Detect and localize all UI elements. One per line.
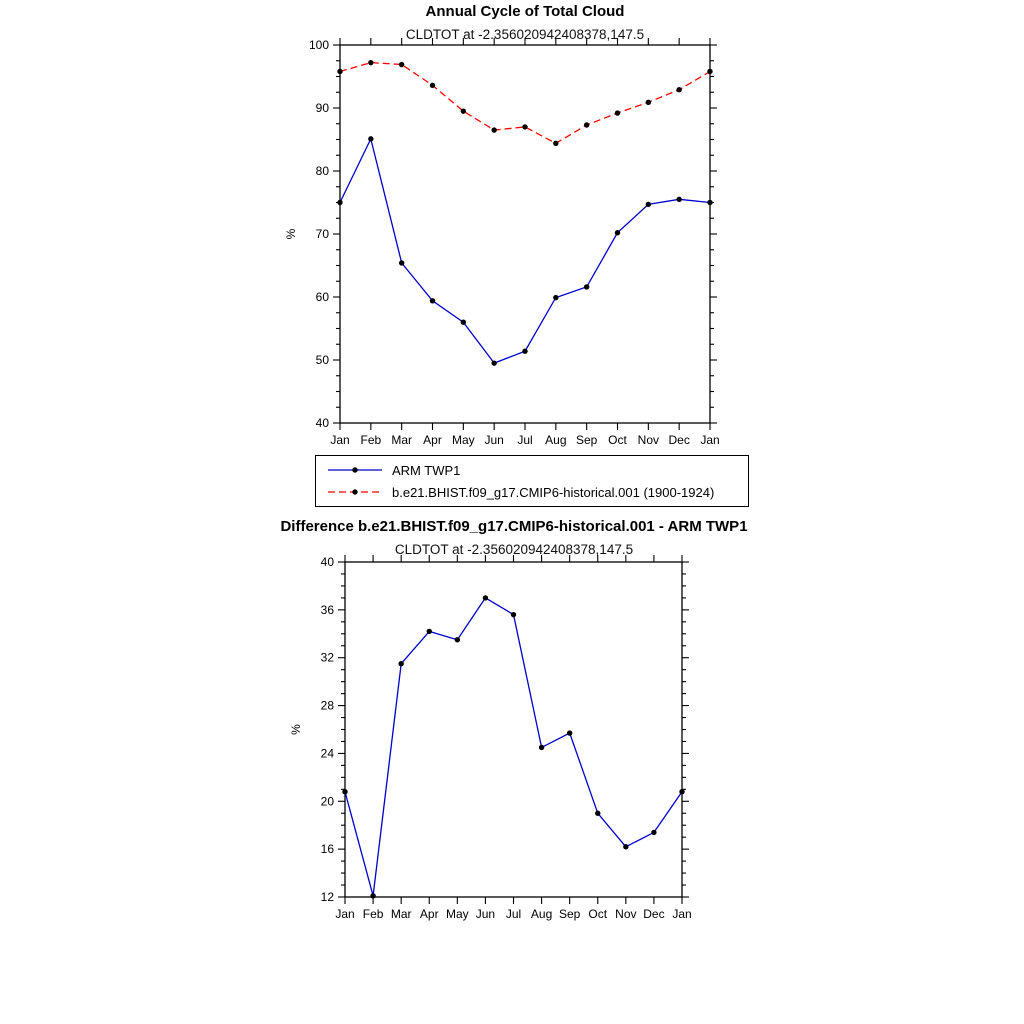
plot-frame [340, 45, 710, 423]
annual-cycle-chart-section [270, 0, 790, 512]
x-axis [335, 555, 691, 921]
data-point [615, 230, 620, 235]
svg-text:Feb: Feb [360, 433, 382, 447]
data-point [595, 811, 600, 816]
svg-text:40: 40 [320, 555, 334, 569]
x-axis [330, 38, 719, 447]
data-point [430, 83, 435, 88]
annual-cycle-plot [270, 0, 790, 450]
y-axis-label: % [284, 228, 298, 240]
svg-text:Dec: Dec [668, 433, 690, 447]
svg-text:Jul: Jul [505, 907, 522, 921]
svg-text:80: 80 [315, 164, 329, 178]
data-point [522, 348, 527, 353]
svg-text:Jul: Jul [517, 433, 533, 447]
svg-text:Dec: Dec [643, 907, 665, 921]
data-point [430, 298, 435, 303]
data-point [707, 69, 712, 74]
svg-text:Jan: Jan [330, 433, 350, 447]
svg-text:Jun: Jun [484, 433, 504, 447]
data-point [651, 830, 656, 835]
data-point [483, 595, 488, 600]
data-point [427, 629, 432, 634]
data-point [623, 844, 628, 849]
data-point [646, 202, 651, 207]
data-point [676, 87, 681, 92]
svg-text:Nov: Nov [637, 433, 660, 447]
data-point [399, 62, 404, 67]
legend-line-sample-solid-blue-icon [326, 462, 384, 478]
svg-text:36: 36 [320, 602, 334, 617]
svg-text:Mar: Mar [390, 907, 412, 921]
data-point [615, 110, 620, 115]
data-point [567, 730, 572, 735]
svg-text:24: 24 [320, 746, 334, 761]
difference-title: Difference b.e21.BHIST.f09_g17.CMIP6-historical.001 - ARM TWP1 [280, 518, 748, 535]
svg-text:12: 12 [320, 890, 334, 904]
legend-line-sample-dashed-red-icon [326, 484, 384, 500]
annual-cycle-title: Annual Cycle of Total Cloud [425, 3, 625, 20]
data-point [370, 893, 375, 898]
difference-chart-section [250, 515, 780, 945]
data-point [399, 260, 404, 265]
data-point [368, 60, 373, 65]
data-point [368, 136, 373, 141]
annual-cycle-subtitle: CLDTOT at -2.356020942408378,147.5 [405, 27, 645, 42]
svg-text:May: May [445, 907, 469, 921]
svg-text:May: May [451, 433, 475, 447]
series-1 [337, 60, 712, 146]
svg-text:Jun: Jun [475, 907, 496, 921]
svg-text:Nov: Nov [615, 907, 637, 921]
svg-text:70: 70 [315, 227, 329, 241]
data-point [398, 661, 403, 666]
svg-text:Jan: Jan [672, 907, 692, 921]
svg-text:Feb: Feb [362, 907, 384, 921]
svg-text:Sep: Sep [575, 433, 598, 447]
data-point [539, 745, 544, 750]
difference-plot [250, 515, 780, 930]
data-point [342, 789, 347, 794]
data-point [491, 127, 496, 132]
data-point [646, 100, 651, 105]
series-line [340, 63, 710, 144]
svg-text:Jan: Jan [700, 433, 720, 447]
svg-text:28: 28 [320, 698, 334, 713]
data-point [461, 108, 466, 113]
svg-text:60: 60 [315, 290, 329, 304]
difference-subtitle: CLDTOT at -2.356020942408378,147.5 [394, 542, 634, 557]
series-0 [342, 595, 684, 898]
data-point [455, 637, 460, 642]
svg-text:16: 16 [320, 842, 334, 857]
y-axis [309, 38, 717, 430]
series-line [340, 139, 710, 363]
data-point [461, 320, 466, 325]
data-point [676, 197, 681, 202]
legend-item-arm-twp1 [316, 459, 748, 481]
data-point [337, 200, 342, 205]
svg-text:20: 20 [320, 794, 334, 809]
legend-item-model [316, 481, 748, 503]
series-line [345, 598, 682, 896]
svg-text:Oct: Oct [588, 907, 608, 921]
series-0 [337, 136, 712, 366]
data-point [522, 124, 527, 129]
data-point [337, 69, 342, 74]
data-point [679, 789, 684, 794]
svg-text:50: 50 [315, 353, 329, 367]
svg-text:Jan: Jan [335, 907, 355, 921]
svg-text:Aug: Aug [545, 433, 567, 447]
svg-text:100: 100 [308, 38, 329, 52]
svg-text:90: 90 [315, 101, 329, 115]
svg-text:40: 40 [315, 416, 329, 430]
data-point [553, 295, 558, 300]
svg-text:Oct: Oct [608, 433, 627, 447]
svg-text:Sep: Sep [558, 907, 581, 921]
y-axis-label: % [289, 724, 303, 735]
data-point [491, 360, 496, 365]
svg-text:32: 32 [320, 650, 334, 665]
legend-box [315, 455, 749, 507]
data-point [584, 122, 589, 127]
legend-label-arm-twp1: ARM TWP1 [392, 462, 461, 478]
data-point [584, 284, 589, 289]
data-point [707, 200, 712, 205]
svg-text:Apr: Apr [423, 433, 442, 447]
data-point [553, 141, 558, 146]
svg-text:Aug: Aug [530, 907, 553, 921]
svg-text:Mar: Mar [391, 433, 413, 447]
legend-label-model: b.e21.BHIST.f09_g17.CMIP6-historical.001 (1900-1924) [392, 484, 715, 500]
data-point [511, 612, 516, 617]
y-axis [321, 555, 689, 904]
svg-text:Apr: Apr [419, 907, 439, 921]
